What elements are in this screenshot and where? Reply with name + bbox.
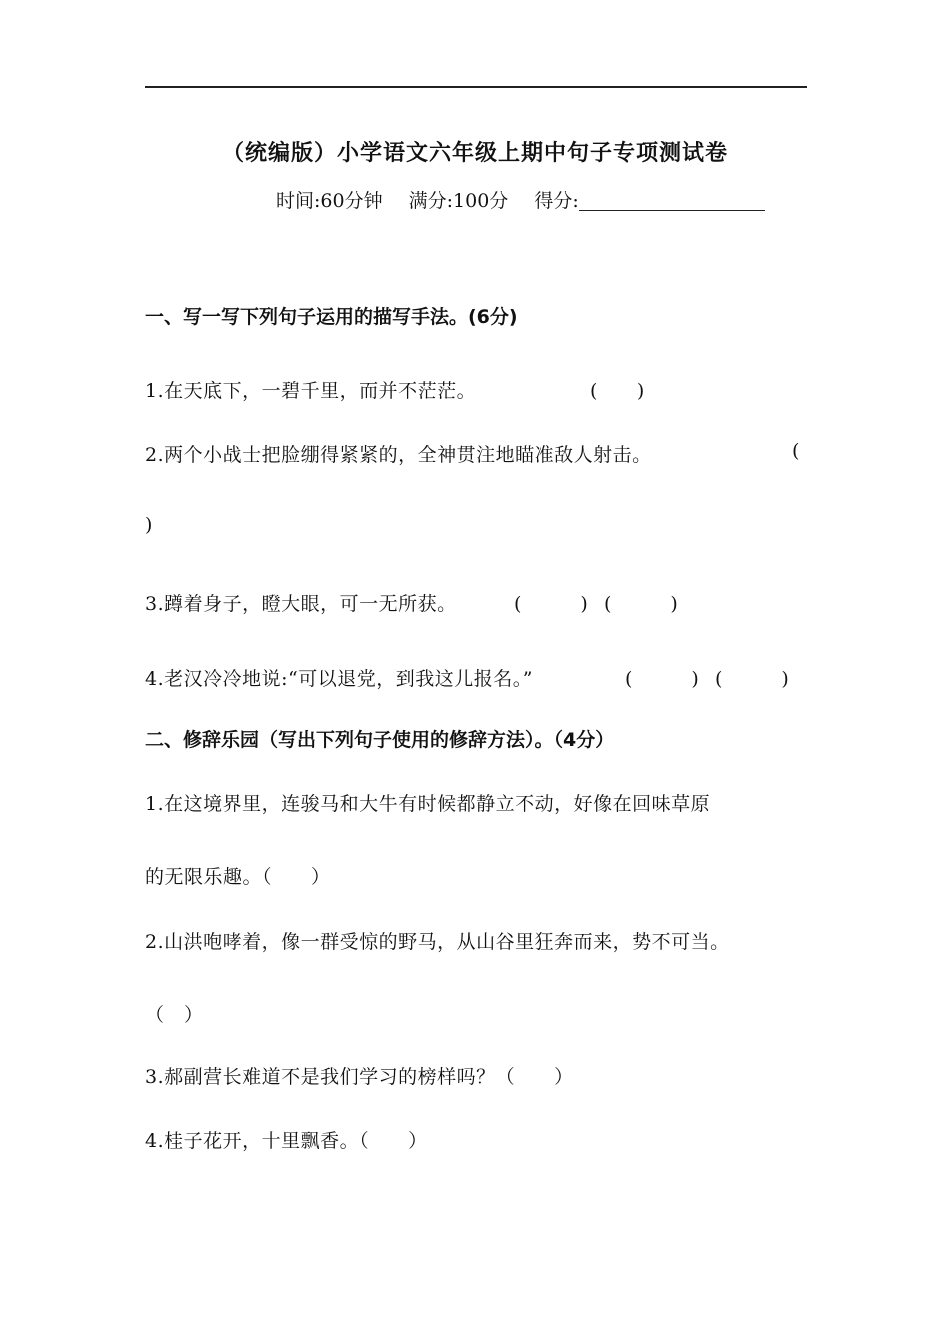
s1-q2-text: 2.两个小战士把脸绷得紧紧的，全神贯注地瞄准敌人射击。 [145, 444, 652, 466]
s1-q4-text: 4.老汉冷冷地说:“可以退党，到我这儿报名。” [145, 668, 533, 690]
s2-q3 [145, 1062, 574, 1089]
s2-q4-answer-blank[interactable]: （ ） [359, 1130, 428, 1152]
s2-q1-answer-blank[interactable]: （ ） [262, 866, 331, 888]
time-limit: 时间:60分钟 [276, 190, 383, 212]
s1-q4-answer-blank-1[interactable]: ( ) [625, 668, 700, 690]
s1-q1-answer-blank[interactable]: ( ) [590, 380, 645, 402]
score-label: 得分: [534, 190, 579, 212]
s1-q3 [145, 589, 457, 616]
s1-q2-answer-open[interactable]: ( [792, 440, 800, 462]
top-rule [145, 86, 807, 88]
s2-q1-line1: 1.在这境界里，连骏马和大牛有时候都静立不动，好像在回味草原 [145, 793, 711, 815]
s1-q3-answer-blank-1[interactable]: ( ) [514, 593, 589, 615]
s2-q2-answer-blank[interactable]: （ ） [145, 1004, 204, 1026]
s2-q4 [145, 1126, 428, 1153]
s1-q4-answer-blank-2[interactable]: ( ) [715, 668, 790, 690]
s2-q3-text: 3.郝副营长难道不是我们学习的榜样吗？ [145, 1066, 496, 1088]
s1-q3-text: 3.蹲着身子，瞪大眼，可一无所获。 [145, 593, 457, 615]
s2-q3-answer-blank[interactable]: （ ） [495, 1066, 574, 1088]
s2-q2-line1: 2.山洪咆哮着，像一群受惊的野马，从山谷里狂奔而来，势不可当。 [145, 931, 730, 953]
section2-heading: 二、修辞乐园（写出下列句子使用的修辞方法）。（4分） [145, 729, 615, 751]
s2-q1-line2 [145, 862, 331, 889]
exam-meta [276, 186, 785, 213]
page-title: （统编版）小学语文六年级上期中句子专项测试卷 [221, 141, 728, 166]
s1-q3-answer-blank-2[interactable]: ( ) [604, 593, 679, 615]
score-blank[interactable] [579, 192, 765, 211]
full-score: 满分:100分 [408, 190, 509, 212]
s2-q1-text: 的无限乐趣。 [145, 866, 263, 888]
s1-q4 [145, 664, 533, 691]
s1-q2-answer-close[interactable]: ) [145, 514, 153, 536]
s1-q1-text: 1.在天底下，一碧千里，而并不茫茫。 [145, 380, 477, 402]
section1-heading: 一、写一写下列句子运用的描写手法。(6分) [145, 306, 518, 328]
s1-q1 [145, 376, 476, 403]
s2-q4-text: 4.桂子花开，十里飘香。 [145, 1130, 360, 1152]
s1-q2 [145, 440, 652, 467]
